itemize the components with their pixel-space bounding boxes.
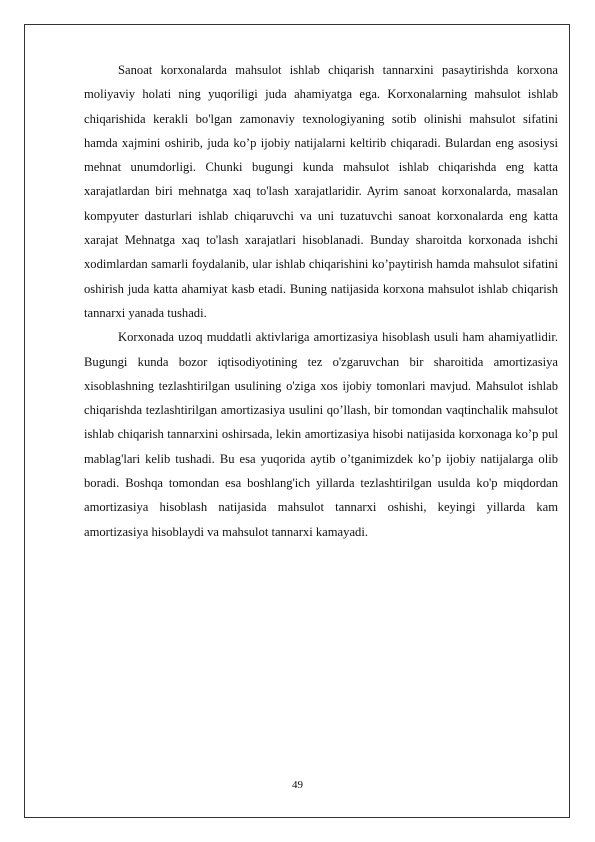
paragraph-1: Sanoat korxonalarda mahsulot ishlab chiqarish tannarxini pasaytirishda korxona moliyaviy holati ning yuqoriligi juda ahamiyatga ega. Korxonalarning mahsulot ishlab chiqarishida kerakli bo'lgan zamonaviy texnologiyaning sotib olinishi mahsulot sifatini hamda xajmini oshirib, juda ko’p ijobiy natijalarni keltirib chiqaradi. Bulardan eng asosiysi mehnat unumdorligi. Chunki bugungi kunda mahsulot ishlab chiqarishda eng katta xarajatlardan biri mehnatga xaq to'lash xarajatlaridir. Ayrim sanoat korxonalarda, masalan kompyuter dasturlari ishlab chiqaruvchi va uni tuzatuvchi sanoat korxonalarda eng katta xarajat Mehnatga xaq to'lash xarajatlari hisoblanadi. Bunday sharoitda korxonada ishchi xodimlardan samarli foydalanib, ular ishlab chiqarishini ko’paytirish hamda mahsulot sifatini oshirish juda katta ahamiyat kasb etadi. Buning natijasida korxona mahsulot ishlab chiqarish tannarxi yanada tushadi. [84, 63, 558, 320]
page-number: 49 [292, 779, 303, 791]
document-body [84, 58, 558, 544]
paragraph-2: Korxonada uzoq muddatli aktivlariga amortizasiya hisoblash usuli ham ahamiyatlidir. Bugungi kunda bozor iqtisodiyotining tez o'zgaruvchan bir sharoitida amortizasiya xisoblashning tezlashtirilgan usulining o'ziga xos ijobiy tomonlari mavjud. Mahsulot ishlab chiqarishda tezlashtirilgan amortizasiya usulini qo’llash, bir tomondan vaqtinchalik mahsulot ishlab chiqarish tannarxini oshirsada, lekin amortizasiya hisobi natijasida korxonaga ko’p pul mablag'lari kelib tushadi. Bu esa yuqorida aytib o’tganimizdek ko’p ijobiy natijalarga olib boradi. Boshqa tomondan esa boshlang'ich yillarda tezlashtirilgan usulda ko'p miqdordan amortizasiya hisoblash natijasida mahsulot tannarxi oshishi, keyingi yillarda kam amortizasiya hisoblaydi va mahsulot tannarxi kamayadi. [84, 330, 558, 539]
